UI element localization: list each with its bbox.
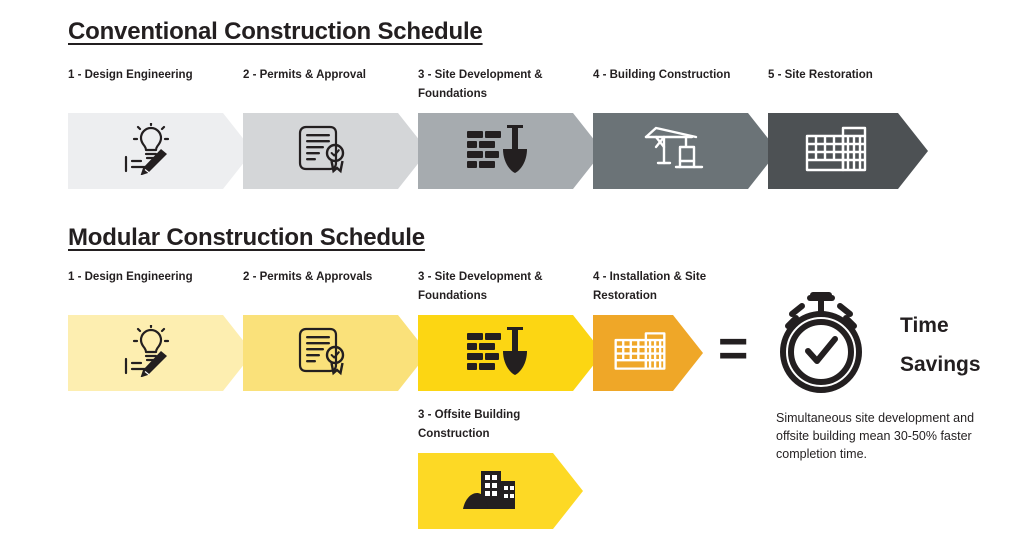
process-step-conventional-3[interactable] xyxy=(418,113,603,189)
building-icon xyxy=(614,331,666,376)
shovel-bricks-icon xyxy=(467,327,531,380)
section-title-modular: Modular Construction Schedule xyxy=(68,224,425,251)
step-label-conventional-2: 2 - Permits & Approval xyxy=(243,69,366,81)
process-step-modular-4[interactable] xyxy=(593,315,703,391)
step-label-modular-3: 3 - Site Development & Foundations xyxy=(418,271,543,302)
step-label-conventional-5: 5 - Site Restoration xyxy=(768,69,873,81)
process-step-conventional-5[interactable] xyxy=(768,113,928,189)
process-step-modular-3[interactable] xyxy=(418,315,603,391)
time-savings-title-line1: Time xyxy=(900,314,949,337)
stopwatch-icon xyxy=(766,288,876,403)
time-savings-title-line2: Savings xyxy=(900,353,981,376)
time-savings-note: Simultaneous site development and offsite building mean 30-50% faster completion time. xyxy=(776,411,975,462)
step-label-conventional-3: 3 - Site Development & Foundations xyxy=(418,69,543,100)
step-label-modular-4: 4 - Installation & Site Restoration xyxy=(593,271,707,302)
permit-document-icon xyxy=(297,325,351,382)
step-label-modular-2: 2 - Permits & Approvals xyxy=(243,271,373,283)
process-step-conventional-2[interactable] xyxy=(243,113,428,189)
process-step-modular-2[interactable] xyxy=(243,315,428,391)
crane-icon xyxy=(642,123,706,180)
offsite-building-icon xyxy=(461,465,517,518)
process-step-modular-1[interactable] xyxy=(68,315,253,391)
step-label-modular-parallel-1: 3 - Offsite Building Construction xyxy=(418,409,521,440)
process-step-conventional-1[interactable] xyxy=(68,113,253,189)
step-label-conventional-4: 4 - Building Construction xyxy=(593,69,731,81)
step-label-conventional-1: 1 - Design Engineering xyxy=(68,69,193,81)
permit-document-icon xyxy=(297,123,351,180)
equals-sign: = xyxy=(718,320,749,378)
process-step-conventional-4[interactable] xyxy=(593,113,778,189)
process-step-modular-offsite[interactable] xyxy=(418,453,583,529)
lightbulb-pencil-icon xyxy=(120,325,178,382)
step-label-modular-1: 1 - Design Engineering xyxy=(68,271,193,283)
lightbulb-pencil-icon xyxy=(120,123,178,180)
building-icon xyxy=(805,126,867,177)
shovel-bricks-icon xyxy=(467,125,531,178)
section-title-conventional: Conventional Construction Schedule xyxy=(68,18,483,45)
